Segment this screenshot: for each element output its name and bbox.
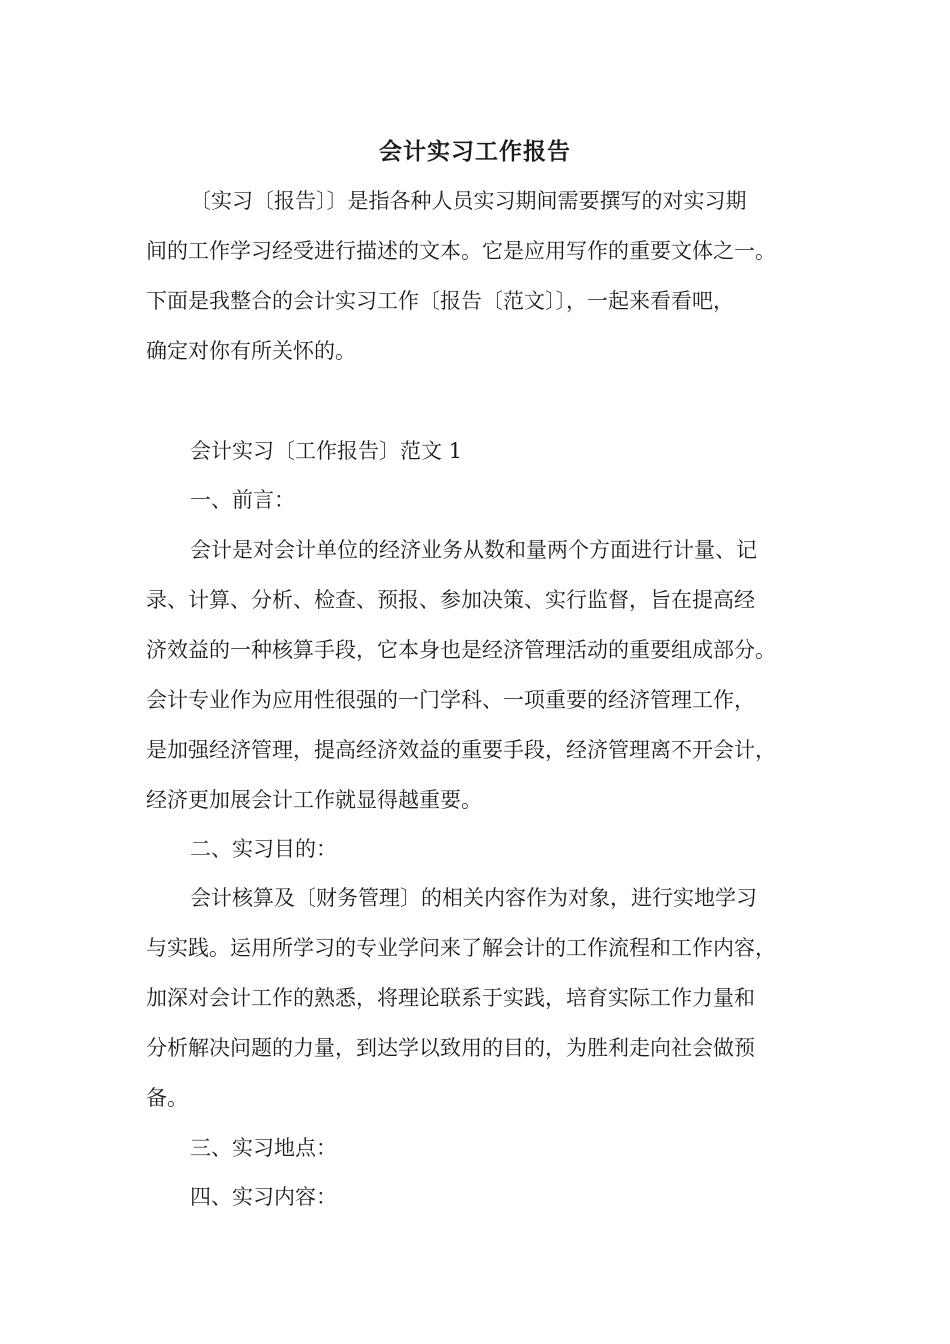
section-heading-preface: 一、前言： [190, 488, 295, 512]
intro-line: 间的工作学习经受进行描述的文本。它是应用写作的重要文体之一。 [146, 239, 776, 263]
preface-line: 会计是对会计单位的经济业务从数和量两个方面进行计量、记 [190, 538, 757, 562]
purpose-line: 分析解决问题的力量，到达学以致用的目的，为胜利走向社会做预 [146, 1036, 755, 1060]
preface-line: 会计专业作为应用性很强的一门学科、一项重要的经济管理工作， [146, 688, 755, 712]
preface-line: 经济更加展会计工作就显得越重要。 [146, 788, 482, 812]
preface-line: 是加强经济管理，提高经济效益的重要手段，经济管理离不开会计， [146, 738, 776, 762]
intro-line: 〔实习〔报告〕〕是指各种人员实习期间需要撰写的对实习期 [190, 189, 747, 213]
sample-heading: 会计实习〔工作报告〕范文 1 [190, 439, 463, 463]
section-heading-content: 四、实习内容： [190, 1185, 337, 1209]
preface-line: 录、计算、分析、检查、预报、参加决策、实行监督，旨在提高经 [146, 588, 755, 612]
section-heading-location: 三、实习地点： [190, 1136, 337, 1160]
intro-line: 确定对你有所关怀的。 [146, 339, 356, 363]
purpose-line: 备。 [146, 1086, 188, 1110]
section-heading-purpose: 二、实习目的： [190, 837, 337, 861]
preface-line: 济效益的一种核算手段，它本身也是经济管理活动的重要组成部分。 [146, 638, 776, 662]
purpose-line: 与实践。运用所学习的专业学问来了解会计的工作流程和工作内容， [146, 936, 776, 960]
document-title: 会计实习工作报告 [379, 138, 571, 165]
purpose-line: 加深对会计工作的熟悉，将理论联系于实践，培育实际工作力量和 [146, 986, 755, 1010]
purpose-line: 会计核算及〔财务管理〕的相关内容作为对象，进行实地学习 [190, 886, 757, 910]
intro-line: 下面是我整合的会计实习工作〔报告〔范文〕〕，一起来看看吧， [146, 289, 734, 313]
